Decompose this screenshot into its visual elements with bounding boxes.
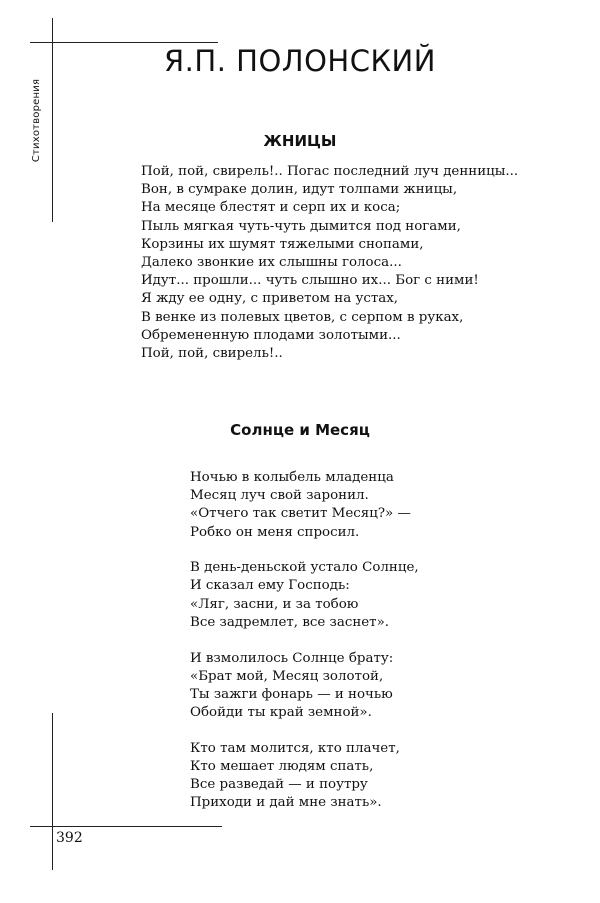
poem-line: Ночью в колыбель младенца [190,470,394,485]
poem-line: Идут... прошли... чуть слышно их... Бог с ними! [141,273,479,289]
poem-line: Пыль мягкая чуть-чуть дымится под ногами, [141,218,461,234]
author-name: Я.П. ПОЛОНСКИЙ [164,44,436,78]
poem-line: Обремененную плодами золотыми... [141,327,401,343]
poem-line: Вон, в сумраке долин, идут толпами жницы, [141,182,458,198]
poem-line: И взмолилось Солнце брату: [190,650,394,666]
top-horizontal-rule [30,42,218,43]
poem-zhnitsy [141,163,518,363]
poem-line: Пой, пой, свирель!.. [141,345,283,361]
poem-line: В венке из полевых цветов, с серпом в руках, [141,309,464,325]
poem-line: Кто там молится, кто плачет, [190,740,400,756]
poem-line: Я жду ее одну, с приветом на устах, [141,291,399,307]
running-head-text: Стихотворения [31,78,43,162]
poem-line: «Брат мой, Месяц золотой, [190,668,384,684]
poem-line: Ты зажги фонарь — и ночью [190,686,393,702]
bottom-left-vertical-rule [52,713,53,870]
poem-title-zhnitsy: ЖНИЦЫ [263,132,337,150]
stanza [190,469,419,542]
poem-solntse-i-mesyats [190,469,419,830]
poem-line: Кто мешает людям спать, [190,758,374,774]
poem-line: Далеко звонкие их слышны голоса... [141,254,402,270]
page-number: 392 [56,830,83,846]
poem-line: «Отчего так светит Месяц?» — [190,506,411,522]
poem-line: «Ляг, засни, и за тобою [190,596,359,612]
poem-line: Корзины их шумят тяжелыми снопами, [141,236,424,252]
stanza [190,650,419,723]
poem-line: Все разведай — и поутру [190,777,368,793]
poem-line: Приходи и дай мне знать». [190,795,382,811]
poem-line: Обойди ты край земной». [190,705,372,721]
poem-line: И сказал ему Господь: [190,578,350,594]
stanza [190,559,419,632]
poem-title-solntse-i-mesyats: Солнце и Месяц [230,421,370,439]
poem-line: Робко он меня спросил. [190,524,360,540]
stanza [190,740,419,813]
poem-line: В день-деньской устало Солнце, [190,560,419,576]
poem-line: Все задремлет, все заснет». [190,614,390,630]
poem-line: На месяце блестят и серп их и коса; [141,200,401,216]
poem-line: Месяц луч свой заронил. [190,488,369,504]
poem-line: Пой, пой, свирель!.. Погас последний луч денницы... [141,164,519,179]
